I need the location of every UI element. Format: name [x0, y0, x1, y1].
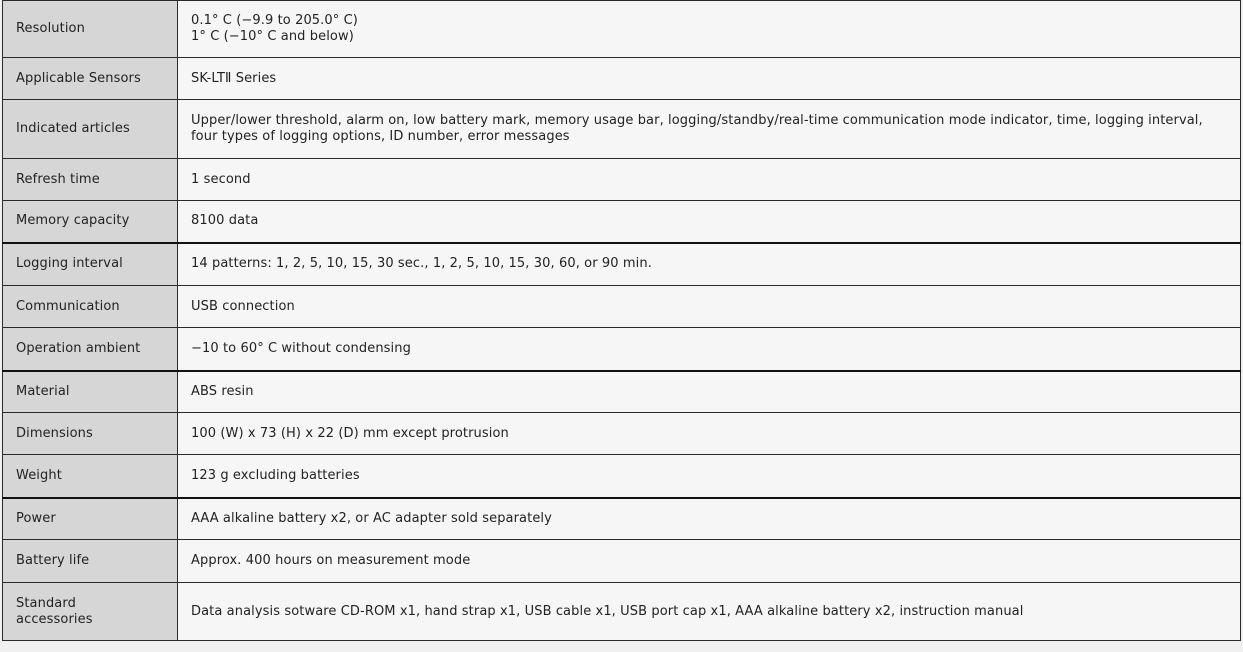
spec-row-communication [3, 286, 1241, 328]
spec-value: Approx. 400 hours on measurement mode [178, 540, 1241, 583]
spec-row-memory-capacity [3, 201, 1241, 243]
spec-row-indicated-articles [3, 100, 1241, 159]
spec-value: USB connection [178, 286, 1241, 328]
spec-value: ABS resin [178, 371, 1241, 413]
spec-label: Applicable Sensors [3, 58, 178, 100]
spec-row-standard-accessories [3, 583, 1241, 641]
specifications-table [2, 0, 1241, 641]
spec-row-refresh-time [3, 159, 1241, 201]
spec-value: Upper/lower threshold, alarm on, low battery mark, memory usage bar, logging/standby/real-time communication mode indicator, time, logging interval, four types of logging options, ID number, error messages [178, 100, 1241, 159]
spec-label [3, 583, 178, 641]
spec-row-applicable-sensors [3, 58, 1241, 100]
spec-row-operation-ambient [3, 328, 1241, 371]
spec-value: 1 second [178, 159, 1241, 201]
spec-label: Communication [3, 286, 178, 328]
spec-label: Memory capacity [3, 201, 178, 243]
spec-label: Operation ambient [3, 328, 178, 371]
spec-label: Refresh time [3, 159, 178, 201]
spec-value: Data analysis sotware CD-ROM x1, hand strap x1, USB cable x1, USB port cap x1, AAA alkaline battery x2, instruction manual [178, 583, 1241, 641]
spec-row-logging-interval [3, 243, 1241, 286]
spec-value: SK-LTⅡ Series [178, 58, 1241, 100]
spec-label-line: accessories [16, 611, 93, 627]
spec-label: Logging interval [3, 243, 178, 286]
spec-value [178, 1, 1241, 58]
spec-value: 100 (W) x 73 (H) x 22 (D) mm except protrusion [178, 413, 1241, 455]
spec-label: Battery life [3, 540, 178, 583]
spec-row-resolution [3, 1, 1241, 58]
spec-value: 8100 data [178, 201, 1241, 243]
spec-value: 14 patterns: 1, 2, 5, 10, 15, 30 sec., 1, 2, 5, 10, 15, 30, 60, or 90 min. [178, 243, 1241, 286]
spec-label: Weight [3, 455, 178, 498]
spec-value: 123 g excluding batteries [178, 455, 1241, 498]
spec-value-line: 1° C (−10° C and below) [191, 29, 354, 44]
spec-value: −10 to 60° C without condensing [178, 328, 1241, 371]
spec-value: AAA alkaline battery x2, or AC adapter sold separately [178, 498, 1241, 540]
spec-label-line: Standard [16, 595, 76, 611]
spec-label: Resolution [3, 1, 178, 58]
spec-row-power [3, 498, 1241, 540]
spec-label: Power [3, 498, 178, 540]
spec-row-weight [3, 455, 1241, 498]
spec-row-material [3, 371, 1241, 413]
spec-value-line: 0.1° C (−9.9 to 205.0° C) [191, 13, 358, 28]
spec-row-battery-life [3, 540, 1241, 583]
spec-label: Indicated articles [3, 100, 178, 159]
spec-label: Dimensions [3, 413, 178, 455]
spec-row-dimensions [3, 413, 1241, 455]
spec-label: Material [3, 371, 178, 413]
